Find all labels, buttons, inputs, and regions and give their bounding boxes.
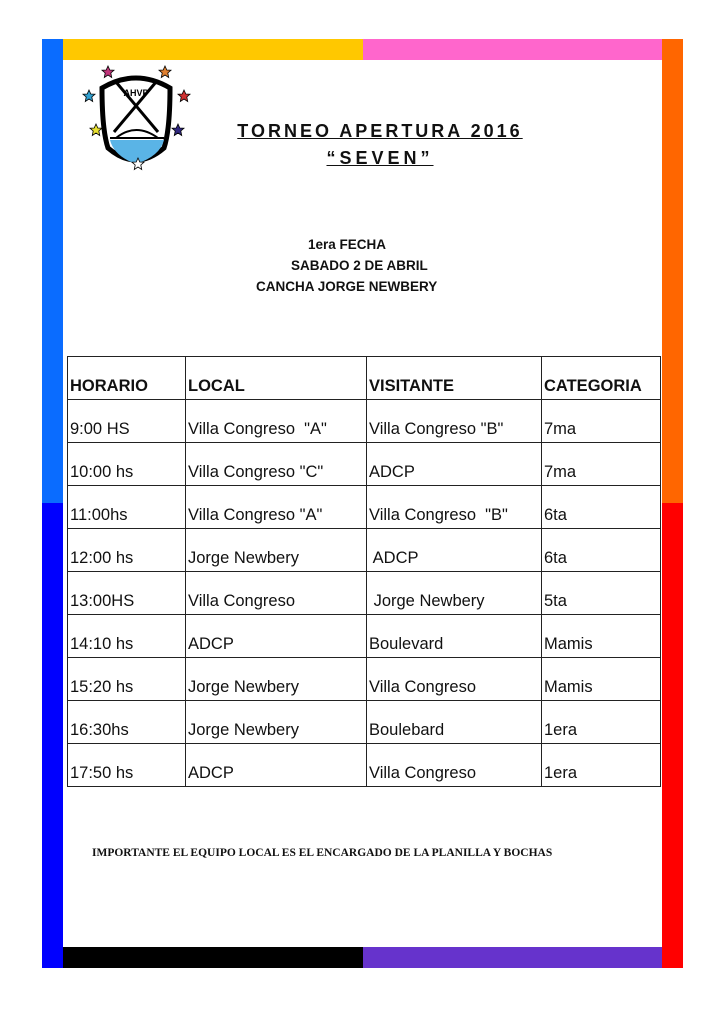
cell-local: Villa Congreso "C": [186, 443, 367, 486]
table-header-row: [68, 357, 661, 400]
date-label: SABADO 2 DE ABRIL: [291, 258, 428, 273]
cell-horario: 17:50 hs: [68, 744, 186, 787]
cell-categoria: 6ta: [542, 529, 661, 572]
header-local: LOCAL: [186, 357, 367, 400]
cell-categoria: 7ma: [542, 400, 661, 443]
table-row: [68, 744, 661, 787]
cell-local: Jorge Newbery: [186, 658, 367, 701]
frame-bottom-left: [63, 947, 363, 968]
header-visitante: VISITANTE: [367, 357, 542, 400]
frame-top-left: [63, 39, 363, 60]
header-categoria: CATEGORIA: [542, 357, 661, 400]
cell-visitante: Villa Congreso: [367, 658, 542, 701]
cell-visitante: Boulebard: [367, 701, 542, 744]
cell-horario: 10:00 hs: [68, 443, 186, 486]
table-row: [68, 701, 661, 744]
frame-left-bottom: [42, 503, 63, 968]
cell-categoria: 1era: [542, 701, 661, 744]
page-title: TORNEO APERTURA 2016: [237, 121, 523, 141]
cell-categoria: 1era: [542, 744, 661, 787]
header-horario: HORARIO: [68, 357, 186, 400]
frame-left-top: [42, 39, 63, 503]
important-note: IMPORTANTE EL EQUIPO LOCAL ES EL ENCARGADO DE LA PLANILLA Y BOCHAS: [92, 847, 553, 859]
shield-icon: [80, 60, 192, 175]
table-row: [68, 615, 661, 658]
table-row: [68, 400, 661, 443]
cell-local: Jorge Newbery: [186, 529, 367, 572]
fecha-label: 1era FECHA: [308, 237, 387, 252]
cell-horario: 14:10 hs: [68, 615, 186, 658]
venue-label: CANCHA JORGE NEWBERY: [256, 279, 438, 294]
cell-horario: 16:30hs: [68, 701, 186, 744]
frame-bottom-right: [363, 947, 662, 968]
cell-local: Villa Congreso "A": [186, 400, 367, 443]
table-row: [68, 443, 661, 486]
cell-horario: 11:00hs: [68, 486, 186, 529]
cell-visitante: Boulevard: [367, 615, 542, 658]
frame-right-bottom: [662, 503, 683, 968]
cell-visitante: Villa Congreso "B": [367, 486, 542, 529]
table-row: [68, 572, 661, 615]
table-row: [68, 529, 661, 572]
cell-local: Villa Congreso "A": [186, 486, 367, 529]
schedule-table: [67, 356, 661, 787]
cell-local: Jorge Newbery: [186, 701, 367, 744]
ahvp-logo: [80, 60, 192, 175]
cell-visitante: ADCP: [367, 443, 542, 486]
table-row: [68, 486, 661, 529]
cell-categoria: 5ta: [542, 572, 661, 615]
cell-local: Villa Congreso: [186, 572, 367, 615]
cell-visitante: Villa Congreso: [367, 744, 542, 787]
table-row: [68, 658, 661, 701]
cell-categoria: Mamis: [542, 615, 661, 658]
page-subtitle: “SEVEN”: [326, 148, 434, 168]
cell-categoria: 6ta: [542, 486, 661, 529]
logo-text: AHVP: [123, 88, 149, 98]
cell-categoria: Mamis: [542, 658, 661, 701]
cell-local: ADCP: [186, 744, 367, 787]
cell-horario: 13:00HS: [68, 572, 186, 615]
cell-local: ADCP: [186, 615, 367, 658]
cell-categoria: 7ma: [542, 443, 661, 486]
frame-top-right: [363, 39, 662, 60]
cell-visitante: Jorge Newbery: [367, 572, 542, 615]
cell-horario: 15:20 hs: [68, 658, 186, 701]
cell-horario: 9:00 HS: [68, 400, 186, 443]
frame-right-top: [662, 39, 683, 503]
cell-visitante: Villa Congreso "B": [367, 400, 542, 443]
cell-visitante: ADCP: [367, 529, 542, 572]
cell-horario: 12:00 hs: [68, 529, 186, 572]
